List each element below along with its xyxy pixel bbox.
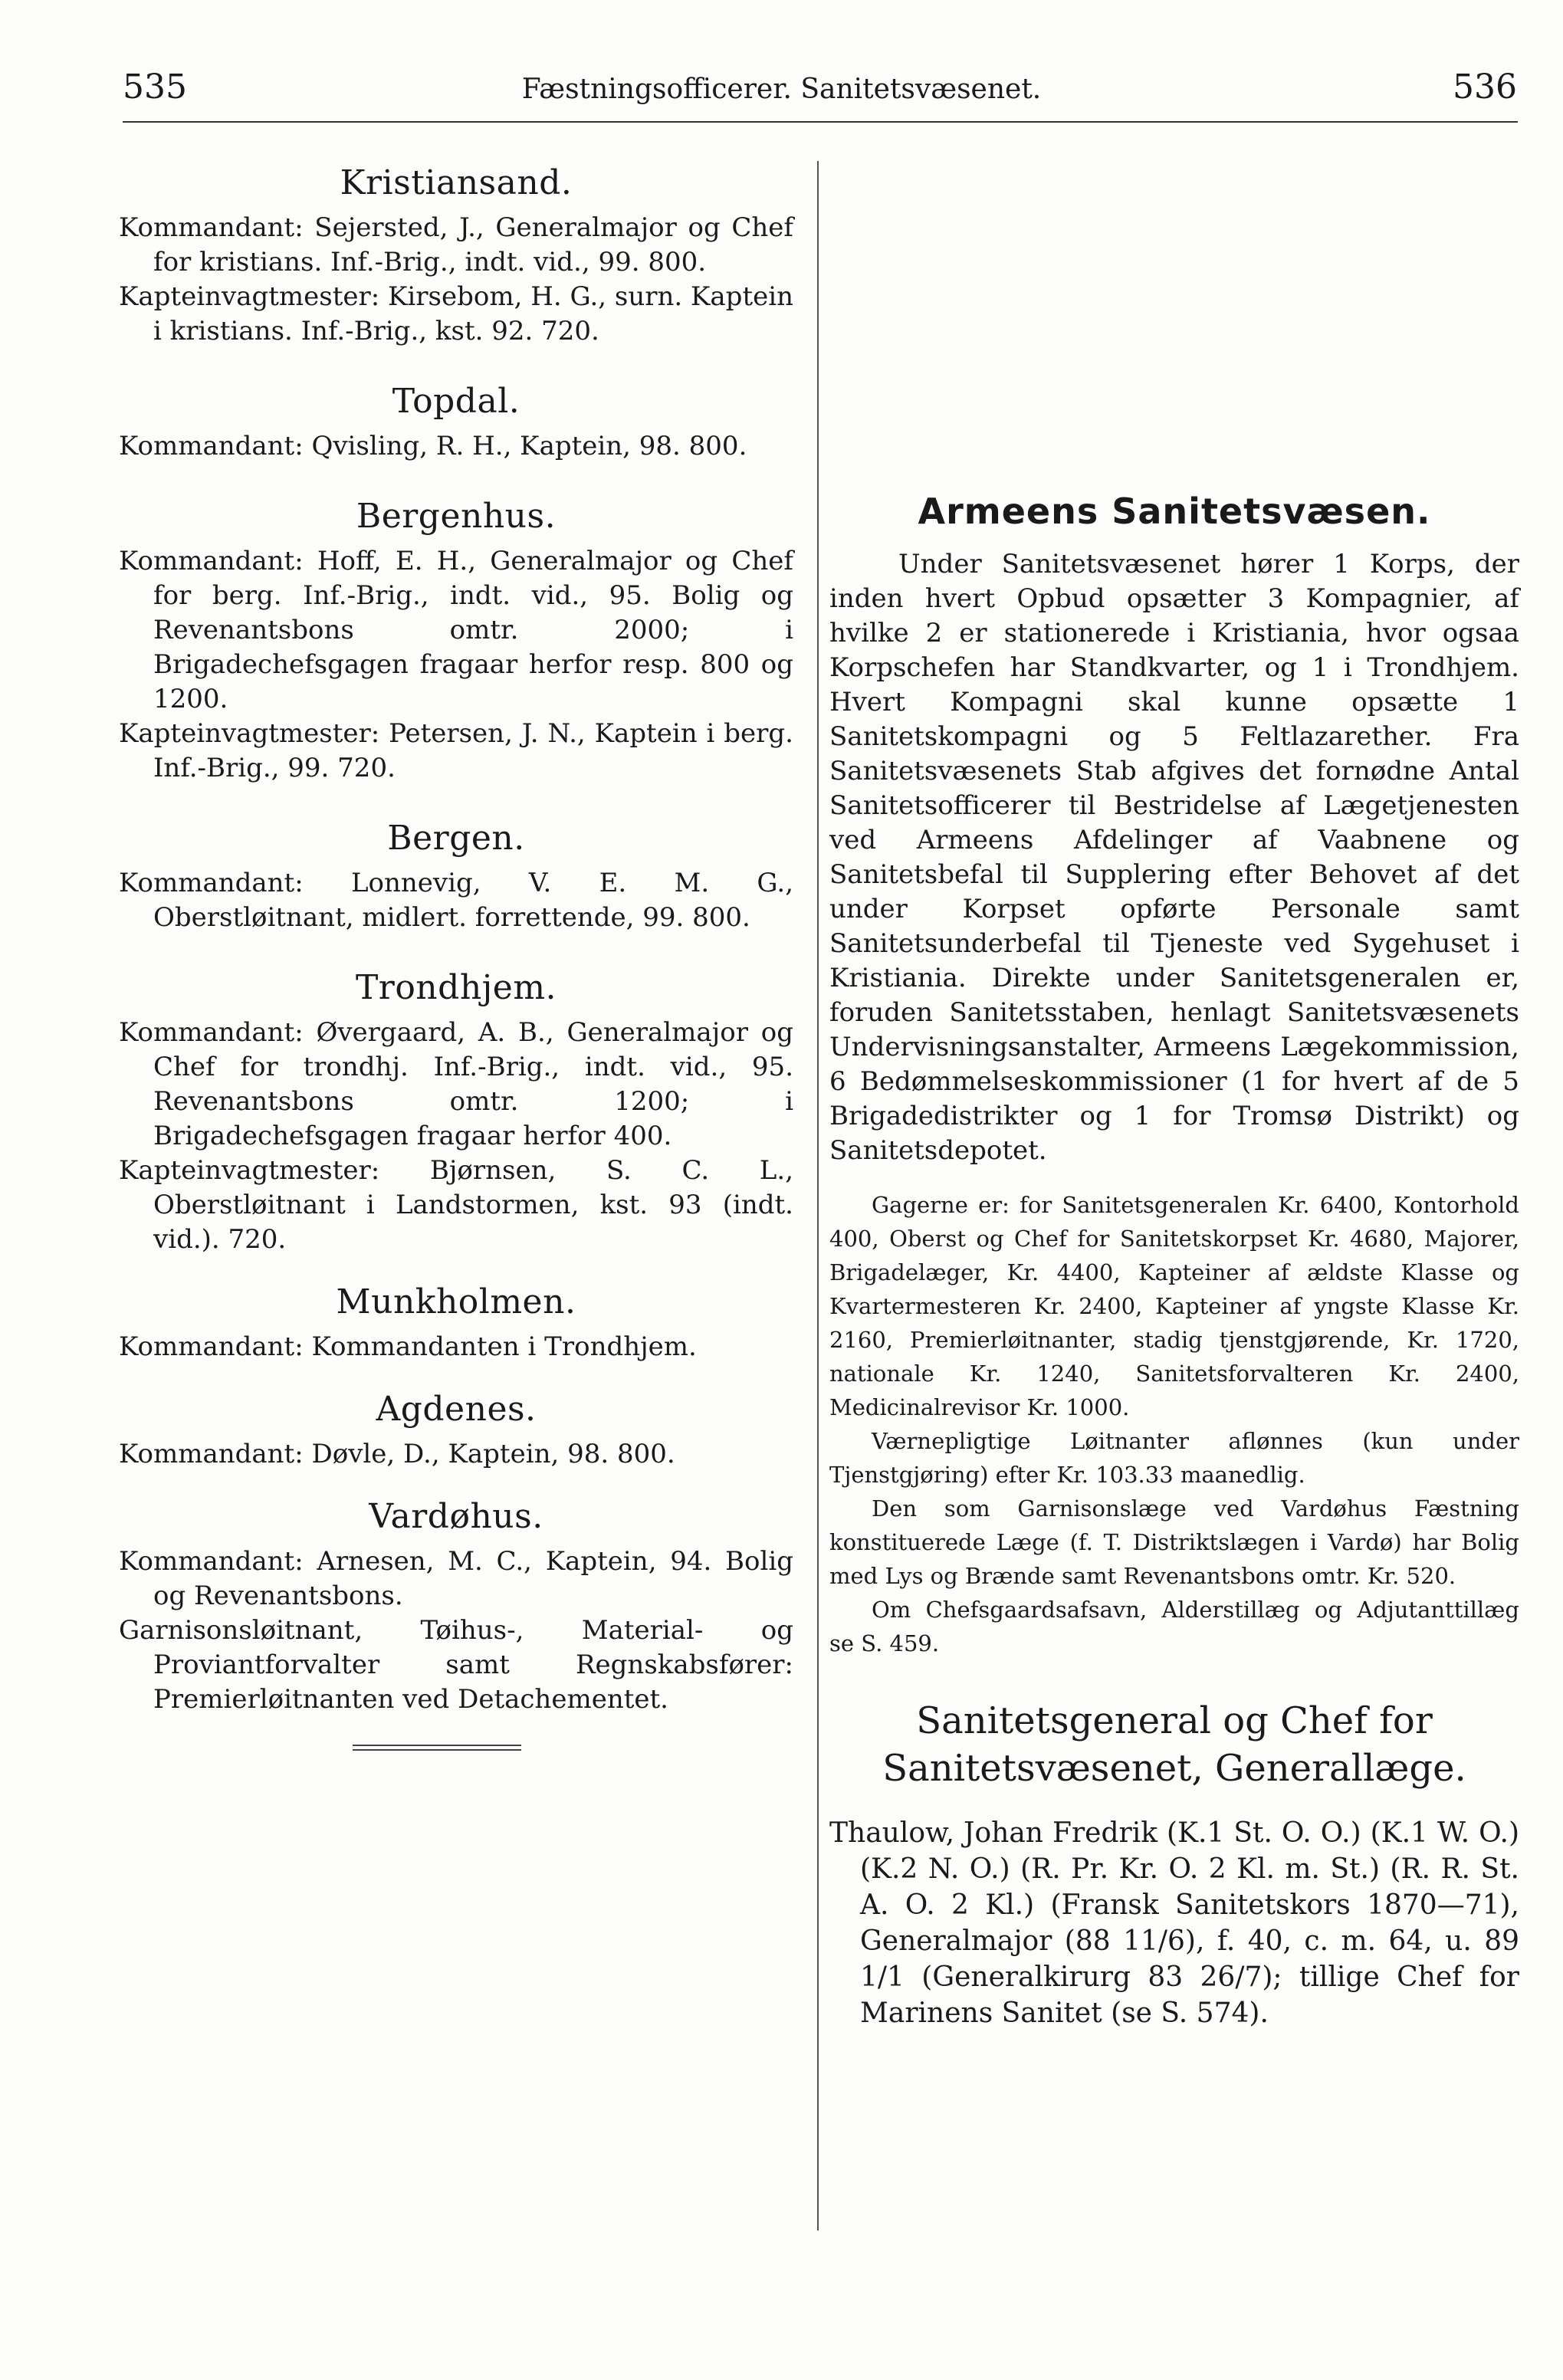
right-column: [829, 153, 1519, 2031]
entry: Kapteinvagtmester: Petersen, J. N., Kaptein i berg. Inf.-Brig., 99. 720.: [119, 718, 793, 783]
section-title: Agdenes.: [376, 1390, 537, 1429]
note-paragraph: Den som Garnisonslæge ved Vardøhus Fæstning konstituerede Læge (f. T. Distriktslægen i Vardø) har Bolig med Lys og Brænde samt Revenantsbons omtr. Kr. 520.: [829, 1495, 1519, 1589]
entry: Kommandant: Qvisling, R. H., Kaptein, 98. 800.: [119, 431, 747, 461]
running-title: Fæstningsofficerer. Sanitetsvæsenet.: [521, 74, 1042, 105]
note-paragraph: Om Chefsgaardsafsavn, Alderstillæg og Adjutanttillæg se S. 459.: [829, 1597, 1519, 1656]
intro-paragraph: Under Sanitetsvæsenet hører 1 Korps, der inden hvert Opbud opsætter 3 Kompagnier, af hvilke 2 er stationerede i Kristiania, hvor ogsaa Korpschefen har Standkvarter, og 1 i Trondhjem. Hvert Kompagni skal kunne opsætte 1 Sanitetskompagni og 5 Feltlazarether. Fra Sanitetsvæsenets Stab afgives det fornødne Antal Sanitetsofficerer til Bestridelse af Lægetjenesten ved Armeens Afdelinger af Vaabnene og Sanitetsbefal til Supplering efter Behovet af det under Korpset opførte Personale samt Sanitetsunderbefal til Tjeneste ved Sygehuset i Kristiania. Direkte under Sanitetsgeneralen er, foruden Sanitetsstaben, henlagt Sanitetsvæsenets Undervisningsanstalter, Armeens Lægekommission, 6 Bedømmelseskommissioner (1 for hvert af de 5 Brigadedistrikter og 1 for Tromsø Distrikt) og Sanitetsdepotet.: [829, 549, 1519, 1166]
section-title: Kristiansand.: [340, 163, 573, 202]
entry: Kommandant: Lonnevig, V. E. M. G., Oberstløitnant, midlert. forrettende, 99. 800.: [119, 868, 793, 933]
entry: Kapteinvagtmester: Bjørnsen, S. C. L., Oberstløitnant i Landstormen, kst. 93 (indt. vid.). 720.: [119, 1155, 793, 1255]
page-number-right: 536: [1453, 67, 1517, 107]
running-head: [0, 67, 1563, 113]
page-number-left: 535: [123, 67, 187, 107]
section-title: Bergen.: [387, 819, 525, 858]
section-title: Munkholmen.: [336, 1282, 576, 1321]
section-title: Trondhjem.: [355, 968, 557, 1007]
left-column: [119, 153, 793, 1751]
entry: Kommandant: Hoff, E. H., Generalmajor og Chef for berg. Inf.-Brig., indt. vid., 95. Bolig og Revenantsbons omtr. 2000; i Brigadechefsgagen fragaar herfor resp. 800 og 1200.: [119, 546, 793, 714]
general-entry: Thaulow, Johan Fredrik (K.1 St. O. O.) (K.1 W. O.) (K.2 N. O.) (R. Pr. Kr. O. 2 Kl. m. St.) (R. R. St. A. O. 2 Kl.) (Fransk Sanitetskors 1870—71), Generalmajor (88 11/6), f. 40, c. m. 64, u. 89 1/1 (Generalkirurg 83 26/7); tillige Chef for Marinens Sanitet (se S. 574).: [829, 1817, 1519, 2029]
general-title: Sanitetsgeneral og Chef for Sanitetsvæsenet, Generallæge.: [882, 1699, 1466, 1790]
note-paragraph: Gagerne er: for Sanitetsgeneralen Kr. 6400, Kontorhold 400, Oberst og Chef for Sanitetskorpset Kr. 4680, Majorer, Brigadelæger, Kr. 4400, Kapteiner af ældste Klasse og Kvartermesteren Kr. 2400, Kapteiner af yngste Klasse Kr. 2160, Premierløitnanter, stadig tjenstgjørende, Kr. 1720, nationale Kr. 1240, Sanitetsforvalteren Kr. 2400, Medicinalrevisor Kr. 1000.: [829, 1192, 1519, 1420]
note-paragraph: Værnepligtige Løitnanter aflønnes (kun under Tjenstgjøring) efter Kr. 103.33 maanedlig.: [829, 1428, 1519, 1488]
entry: Kommandant: Kommandanten i Trondhjem.: [119, 1331, 697, 1362]
entry: Kommandant: Øvergaard, A. B., Generalmajor og Chef for trondhj. Inf.-Brig., indt. vid., 95. Revenantsbons omtr. 1200; i Brigadechefsgagen fragaar herfor 400.: [119, 1017, 793, 1151]
header-rule: [123, 121, 1518, 123]
entry: Kommandant: Sejersted, J., Generalmajor og Chef for kristians. Inf.-Brig., indt. vid., 99. 800.: [119, 212, 793, 277]
end-rule: [353, 1745, 521, 1751]
entry: Kommandant: Arnesen, M. C., Kaptein, 94. Bolig og Revenantsbons.: [119, 1546, 793, 1611]
section-title: Topdal.: [392, 382, 520, 421]
entry: Garnisonsløitnant, Tøihus-, Material- og Proviantforvalter samt Regnskabsfører: Premierløitnanten ved Detachementet.: [119, 1615, 793, 1715]
section-title: Bergenhus.: [356, 497, 557, 536]
entry: Kapteinvagtmester: Kirsebom, H. G., surn. Kaptein i kristians. Inf.-Brig., kst. 92. 720.: [119, 281, 793, 346]
column-divider: [817, 161, 819, 2231]
section-title: Vardøhus.: [369, 1497, 543, 1536]
entry: Kommandant: Døvle, D., Kaptein, 98. 800.: [119, 1439, 675, 1469]
main-heading: Armeens Sanitetsvæsen.: [918, 491, 1431, 532]
